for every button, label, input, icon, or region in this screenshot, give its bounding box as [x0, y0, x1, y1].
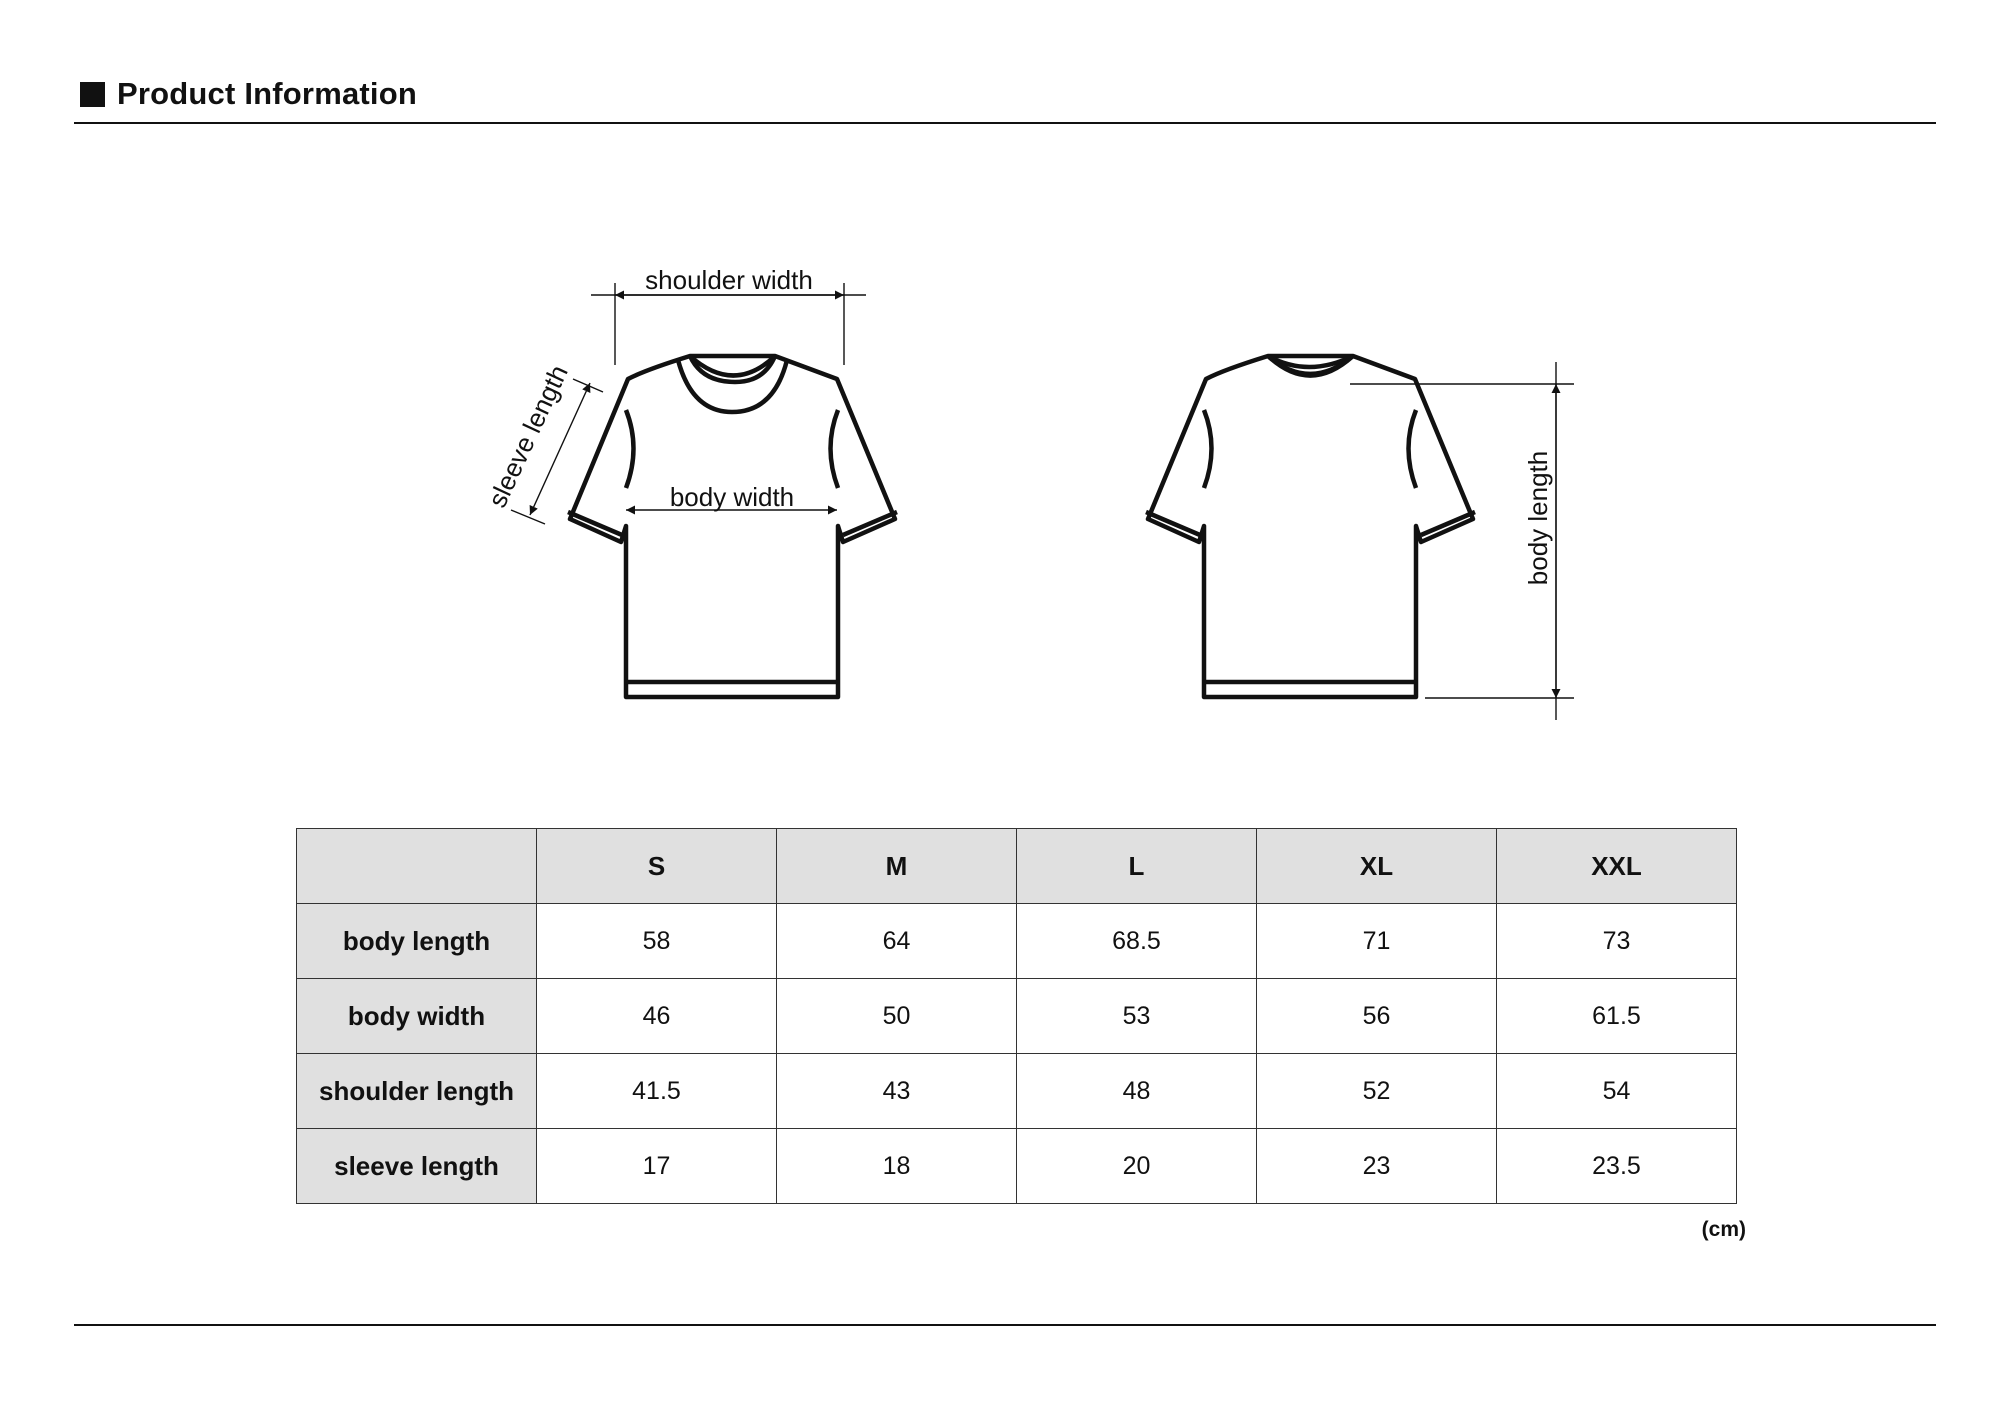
- row-label: body width: [297, 979, 537, 1054]
- table-cell: 23: [1257, 1129, 1497, 1204]
- table-header-row: [297, 829, 1737, 904]
- table-cell: 48: [1017, 1054, 1257, 1129]
- table-row: [297, 1054, 1737, 1129]
- table-row: [297, 904, 1737, 979]
- size-column-header: S: [537, 829, 777, 904]
- table-corner-cell: [297, 829, 537, 904]
- table-cell: 54: [1497, 1054, 1737, 1129]
- body-length-label: body length: [1523, 450, 1553, 586]
- page-title: Product Information: [117, 76, 418, 111]
- size-column-header: XL: [1257, 829, 1497, 904]
- table-cell: 56: [1257, 979, 1497, 1054]
- table-cell: 23.5: [1497, 1129, 1737, 1204]
- back-tshirt-icon: [1146, 356, 1475, 697]
- table-cell: 58: [537, 904, 777, 979]
- table-cell: 68.5: [1017, 904, 1257, 979]
- table-cell: 18: [777, 1129, 1017, 1204]
- front-tshirt-icon: [568, 356, 897, 697]
- table-cell: 46: [537, 979, 777, 1054]
- table-row: [297, 979, 1737, 1054]
- table-cell: 41.5: [537, 1054, 777, 1129]
- size-column-header: L: [1017, 829, 1257, 904]
- table-row: [297, 1129, 1737, 1204]
- table-cell: 43: [777, 1054, 1017, 1129]
- table-cell: 64: [777, 904, 1017, 979]
- table-cell: 73: [1497, 904, 1737, 979]
- table-cell: 17: [537, 1129, 777, 1204]
- row-label: sleeve length: [297, 1129, 537, 1204]
- table-cell: 50: [777, 979, 1017, 1054]
- row-label: body length: [297, 904, 537, 979]
- row-label: shoulder length: [297, 1054, 537, 1129]
- table-cell: 20: [1017, 1129, 1257, 1204]
- size-column-header: XXL: [1497, 829, 1737, 904]
- table-cell: 71: [1257, 904, 1497, 979]
- shoulder-width-dimension: [591, 283, 866, 365]
- shoulder-width-label: shoulder width: [645, 265, 813, 295]
- size-column-header: M: [777, 829, 1017, 904]
- bottom-divider: [74, 1324, 1936, 1326]
- table-cell: 53: [1017, 979, 1257, 1054]
- size-chart-table: [296, 828, 1737, 1204]
- sleeve-length-label: sleeve length: [481, 360, 574, 512]
- table-cell: 61.5: [1497, 979, 1737, 1054]
- body-width-label: body width: [669, 482, 795, 512]
- table-cell: 52: [1257, 1054, 1497, 1129]
- unit-label: (cm): [1701, 1218, 1746, 1241]
